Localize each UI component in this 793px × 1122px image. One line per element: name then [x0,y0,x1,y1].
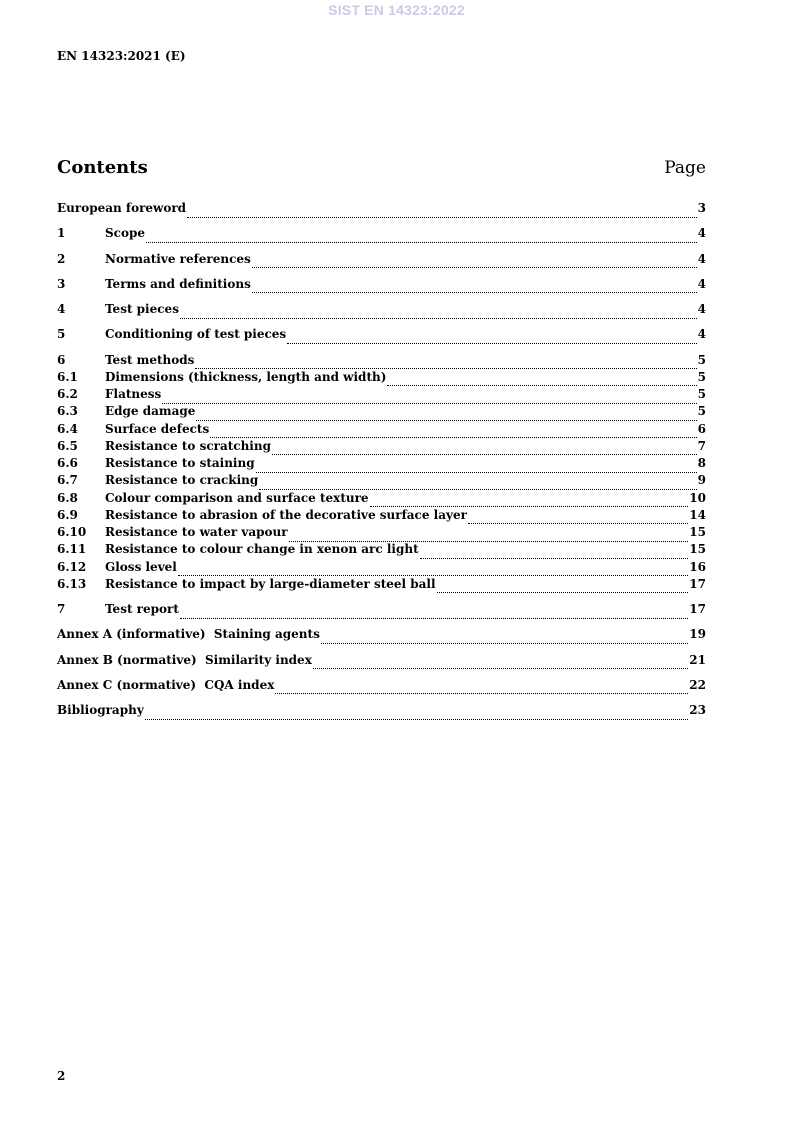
toc-entry-number: 1 [57,226,66,241]
toc-entry-page: 7 [697,438,706,453]
toc-dot-leader [272,443,697,455]
toc-entry-page: 4 [697,276,706,291]
toc-dot-leader [162,392,696,404]
toc-entry-title: Resistance to staining [105,456,255,470]
toc-entry-page: 5 [697,404,706,419]
toc-entry-number: 4 [57,302,66,316]
document-id: EN 14323:2021 (E) [57,49,186,63]
toc-entry[interactable] [57,627,706,644]
toc-entry-number: 6.8 [57,490,78,505]
toc-entry-title: Flatness [105,387,162,401]
toc-dot-leader [468,512,688,524]
toc-entry-title: Annex B (normative) Similarity index [57,652,312,667]
toc-entry-number: 3 [57,276,66,291]
toc-dot-leader [145,708,689,720]
toc-entry-title: Scope [105,226,146,241]
toc-entry-page: 5 [697,369,706,384]
toc-entry[interactable] [57,387,706,404]
toc-entry-number: 6.3 [57,404,78,419]
toc-entry-page: 6 [697,421,706,436]
toc-entry[interactable] [57,370,706,387]
toc-dot-leader [180,307,697,319]
toc-entry-title: Colour comparison and surface texture [105,490,369,505]
toc-entry-title: Annex C (normative) CQA index [57,677,275,692]
toc-entry-page: 14 [689,507,706,522]
toc-dot-leader [275,682,688,694]
toc-entry-page: 15 [689,542,706,557]
toc-dot-leader [252,281,697,293]
toc-entry-number: 6.10 [57,525,87,539]
toc-entry-page: 21 [689,652,706,667]
toc-entry[interactable] [57,353,706,370]
toc-entry-number: 6.7 [57,473,78,488]
toc-entry-title: European foreword [57,201,187,215]
toc-entry-number: 6.2 [57,387,78,401]
toc-dot-leader [146,231,697,243]
toc-entry[interactable] [57,226,706,243]
toc-entry-title: Edge damage [105,404,196,419]
toc-entry-page: 17 [689,602,706,616]
toc-entry[interactable] [57,277,706,294]
toc-entry[interactable] [57,456,706,473]
toc-entry[interactable] [57,201,706,218]
toc-entry-title: Annex A (informative) Staining agents [57,627,320,642]
toc-entry-number: 6.13 [57,576,87,591]
toc-entry-title: Bibliography [57,703,144,717]
toc-entry-number: 7 [57,602,66,616]
toc-entry-title: Conditioning of test pieces [105,327,287,342]
toc-entry-page: 15 [689,525,706,539]
toc-entry-page: 3 [697,201,706,215]
toc-dot-leader [187,206,697,218]
toc-entry-number: 6.4 [57,421,78,436]
toc-dot-leader [370,495,689,507]
toc-entry-page: 17 [689,576,706,591]
toc-entry-title: Resistance to abrasion of the decorative surface layer [105,507,467,522]
toc-dot-leader [256,461,697,473]
toc-entry[interactable] [57,602,706,619]
toc-entry[interactable] [57,560,706,577]
toc-dot-leader [289,530,689,542]
page-column-label: Page [664,158,706,178]
toc-entry-number: 6.9 [57,507,78,522]
toc-entry-number: 6 [57,352,66,367]
toc-entry[interactable] [57,525,706,542]
toc-entry-page: 4 [697,251,706,266]
toc-dot-leader [180,607,688,619]
toc-entry-page: 4 [697,226,706,241]
toc-dot-leader [195,357,696,369]
toc-entry[interactable] [57,678,706,695]
page-number: 2 [57,1069,66,1083]
toc-entry-title: Test methods [105,352,195,367]
toc-dot-leader [387,374,696,386]
toc-dot-leader [196,409,696,421]
toc-entry[interactable] [57,703,706,720]
toc-entry-number: 6.5 [57,438,78,453]
toc-entry[interactable] [57,404,706,421]
toc-entry[interactable] [57,542,706,559]
toc-entry-page: 22 [689,677,706,692]
toc-entry[interactable] [57,508,706,525]
toc-entry[interactable] [57,491,706,508]
toc-dot-leader [252,256,697,268]
watermark: SIST EN 14323:2022 [328,2,465,18]
toc-entry-title: Surface defects [105,421,210,436]
toc-entry-title: Test pieces [105,302,179,316]
toc-entry-title: Terms and definitions [105,276,251,291]
toc-entry-title: Resistance to water vapour [105,525,288,539]
contents-header [57,157,706,178]
toc-dot-leader [178,564,688,576]
toc-entry[interactable] [57,577,706,594]
toc-dot-leader [259,478,696,490]
toc-entry-title: Test report [105,602,179,616]
toc-entry-page: 16 [689,559,706,574]
toc-entry-page: 4 [697,302,706,316]
toc-entry-page: 10 [689,490,706,505]
toc-entry[interactable] [57,252,706,269]
toc-entry-number: 6.12 [57,559,87,574]
toc-entry[interactable] [57,439,706,456]
toc-entry-title: Resistance to colour change in xenon arc light [105,542,419,557]
toc-entry-title: Resistance to scratching [105,438,271,453]
toc-entry-title: Normative references [105,251,251,266]
toc-dot-leader [287,332,696,344]
toc-dot-leader [420,547,689,559]
contents-title: Contents [57,157,148,178]
table-of-contents [57,201,706,720]
toc-entry-number: 5 [57,327,66,342]
toc-entry[interactable] [57,327,706,344]
toc-dot-leader [313,657,688,669]
toc-entry-number: 6.6 [57,456,78,470]
toc-entry-title: Resistance to cracking [105,473,259,488]
toc-entry-number: 2 [57,251,66,266]
toc-entry-page: 19 [689,627,706,642]
toc-entry[interactable] [57,653,706,670]
toc-entry[interactable] [57,422,706,439]
toc-dot-leader [321,632,688,644]
toc-dot-leader [210,426,696,438]
toc-entry-page: 5 [697,352,706,367]
toc-entry-page: 8 [697,456,706,470]
toc-entry-page: 9 [697,473,706,488]
toc-entry-page: 5 [697,387,706,401]
toc-entry[interactable] [57,473,706,490]
toc-entry-page: 23 [689,703,706,717]
toc-entry-number: 6.1 [57,369,78,384]
toc-entry-title: Gloss level [105,559,177,574]
toc-entry-page: 4 [697,327,706,342]
toc-dot-leader [437,581,689,593]
toc-entry[interactable] [57,302,706,319]
toc-entry-number: 6.11 [57,542,87,557]
toc-entry-title: Dimensions (thickness, length and width) [105,369,387,384]
toc-entry-title: Resistance to impact by large-diameter steel ball [105,576,436,591]
